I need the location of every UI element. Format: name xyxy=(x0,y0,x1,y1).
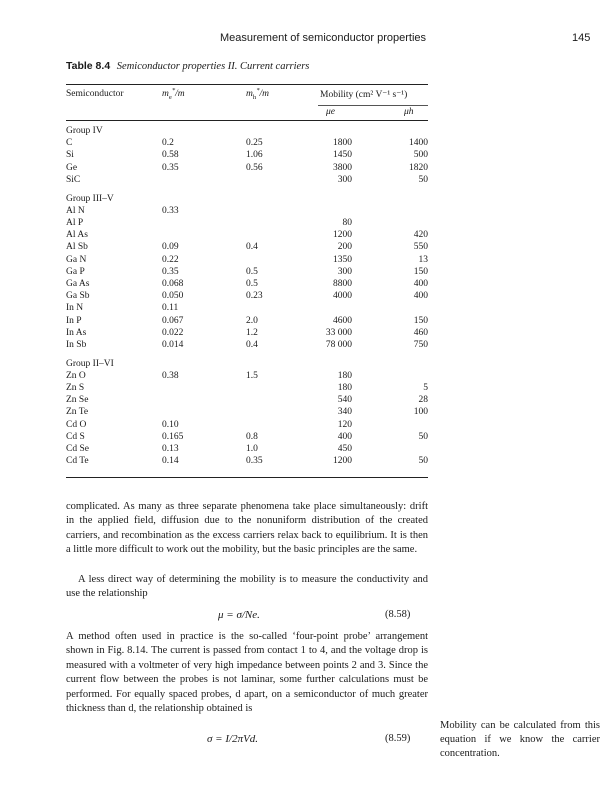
table-cell: 0.014 xyxy=(162,339,184,350)
table-cell: 150 xyxy=(413,315,428,326)
table-row-name: In P xyxy=(66,315,82,326)
table-cell: 5 xyxy=(423,383,428,393)
paragraph-2: A less direct way of determining the mobility is to measure the conductivity and use the relationship xyxy=(66,574,428,600)
table-cell: 120 xyxy=(337,419,352,430)
table-cell: 200 xyxy=(337,242,352,253)
table-row-name: Ga As xyxy=(66,278,90,289)
table-cell: 750 xyxy=(413,339,428,350)
table-cell: 13 xyxy=(418,254,428,265)
table-row-name: Ga N xyxy=(66,254,87,265)
table-caption xyxy=(66,60,309,72)
table-cell: 1.0 xyxy=(246,444,258,454)
table-cell: 0.067 xyxy=(162,315,184,326)
table-row-name: Zn Se xyxy=(66,395,89,406)
table-cell: 0.35 xyxy=(162,266,179,277)
table-cell: 4000 xyxy=(333,291,352,302)
table-title: Semiconductor properties II. Current carriers xyxy=(116,61,310,72)
table-cell: 50 xyxy=(418,456,428,467)
header-me: $m_e^*/m$ xyxy=(162,86,185,101)
table-row-name: Al As xyxy=(66,230,88,241)
table-row-name: Cd S xyxy=(66,431,85,442)
header-mh: $m_h^*/m$ xyxy=(246,86,270,101)
table-cell: 0.38 xyxy=(162,370,179,381)
table-cell: 500 xyxy=(413,150,428,161)
group-heading: Group II–VI xyxy=(66,358,114,369)
table-cell: 0.050 xyxy=(162,291,184,302)
table-cell: 0.11 xyxy=(162,303,179,314)
table-row-name: Zn Te xyxy=(66,407,89,418)
table-cell: 1800 xyxy=(333,138,352,149)
table-row-name: Zn O xyxy=(66,370,86,381)
table-cell: 1.5 xyxy=(246,370,258,381)
table-cell: 0.25 xyxy=(246,138,263,149)
page-number: 145 xyxy=(572,32,591,44)
table-cell: 0.5 xyxy=(246,266,258,277)
table-cell: 300 xyxy=(337,174,352,185)
table-cell: 100 xyxy=(413,407,428,418)
table-cell: 0.35 xyxy=(246,456,263,467)
table-row-name: C xyxy=(66,138,73,149)
table-cell: 28 xyxy=(418,395,428,406)
table-cell: 0.5 xyxy=(246,278,258,289)
table-row-name: Zn S xyxy=(66,383,85,393)
table-cell: 0.22 xyxy=(162,254,179,265)
equation-number-8-58: (8.58) xyxy=(385,609,411,620)
table-cell: 50 xyxy=(418,174,428,185)
table-row-name: Al P xyxy=(66,217,84,228)
table-cell: 540 xyxy=(337,395,352,406)
equation-number-8-59: (8.59) xyxy=(385,733,411,744)
table-row-name: Si xyxy=(66,150,74,161)
table-row-name: Cd Te xyxy=(66,456,89,467)
table-cell: 1200 xyxy=(333,230,352,241)
margin-note: Mobility can be calculated from this equation if we know the carrier concentration. xyxy=(440,720,600,759)
running-head: Measurement of semiconductor properties xyxy=(220,32,427,44)
table-cell: 0.09 xyxy=(162,242,179,253)
table-cell: 0.14 xyxy=(162,456,179,467)
table-row-name: Ge xyxy=(66,162,78,173)
table-row-name: Cd Se xyxy=(66,444,89,454)
table-cell: 1400 xyxy=(409,138,428,149)
table-cell: 1.2 xyxy=(246,327,258,338)
table-cell: 460 xyxy=(413,327,428,338)
table-cell: 0.2 xyxy=(162,138,174,149)
table-cell: 0.10 xyxy=(162,419,179,430)
table-cell: 0.13 xyxy=(162,444,179,454)
table-row-name: Cd O xyxy=(66,419,87,430)
table-rule-head xyxy=(66,120,428,121)
table-cell: 180 xyxy=(337,383,352,393)
table-cell: 0.35 xyxy=(162,162,179,173)
table-cell: 0.33 xyxy=(162,205,179,216)
table-row-name: Al N xyxy=(66,205,85,216)
table-cell: 420 xyxy=(413,230,428,241)
header-mu-e: μe xyxy=(326,107,335,117)
table-cell: 0.8 xyxy=(246,431,258,442)
paragraph-1: complicated. As many as three separate phenomena take place simultaneously: drift in the applied field, diffusion due to the nonuniform distribution of the created carriers, and recombination as the excess carriers relax back to equilibrium. It is then a little more difficult to work out the mobility, but the basic principles are the same. xyxy=(66,501,428,556)
table-cell: 340 xyxy=(337,407,352,418)
table-cell: 80 xyxy=(342,217,352,228)
table-cell: 400 xyxy=(413,278,428,289)
table-cell: 33 000 xyxy=(325,327,352,338)
paragraph-3: A method often used in practice is the so-called ‘four-point probe’ arrangement shown in Fig. 8.14. The current is passed from contact 1 to 4, and the voltage drop is measured with a voltmeter of very high impedance between points 2 and 3. Since the current flow between the probes is not laminar, some further calculations must be performed. For equally spaced probes, d apart, on a semiconductor of much greater thickness than d, the relationship obtained is xyxy=(66,631,428,715)
header-semiconductor: Semiconductor xyxy=(66,89,124,99)
group-heading: Group III–V xyxy=(66,193,114,204)
table-cell: 0.068 xyxy=(162,278,184,289)
table-cell: 180 xyxy=(337,370,352,381)
mobility-subrule xyxy=(318,105,428,106)
header-mobility: Mobility (cm² V⁻¹ s⁻¹) xyxy=(320,90,408,100)
table-cell: 0.23 xyxy=(246,291,263,302)
group-heading: Group IV xyxy=(66,126,103,136)
table-cell: 450 xyxy=(337,444,352,454)
header-mu-h: μh xyxy=(404,107,414,117)
table-row-name: SiC xyxy=(66,174,81,185)
table-cell: 150 xyxy=(413,266,428,277)
equation-8-58: μ = σ/Ne. xyxy=(218,609,260,621)
table-row-name: Ga P xyxy=(66,266,85,277)
table-cell: 2.0 xyxy=(246,315,258,326)
table-cell: 50 xyxy=(418,431,428,442)
table-row-name: In As xyxy=(66,327,87,338)
table-cell: 1.06 xyxy=(246,150,263,161)
table-rule-bottom xyxy=(66,477,428,478)
table-cell: 300 xyxy=(337,266,352,277)
table-cell: 0.56 xyxy=(246,162,263,173)
table-rule-top xyxy=(66,84,428,85)
table-cell: 8800 xyxy=(333,278,352,289)
table-row-name: In N xyxy=(66,303,84,314)
table-cell: 1200 xyxy=(333,456,352,467)
equation-8-59: σ = I/2πVd. xyxy=(207,733,259,745)
table-cell: 0.58 xyxy=(162,150,179,161)
table-cell: 78 000 xyxy=(325,339,352,350)
table-cell: 3800 xyxy=(333,162,352,173)
table-cell: 1820 xyxy=(409,162,428,173)
table-cell: 0.4 xyxy=(246,242,258,253)
table-label: Table 8.4 xyxy=(66,60,111,72)
table-cell: 0.165 xyxy=(162,431,184,442)
table-cell: 1350 xyxy=(333,254,352,265)
table-cell: 400 xyxy=(337,431,352,442)
table-cell: 550 xyxy=(413,242,428,253)
table-row-name: Al Sb xyxy=(66,242,88,253)
table-cell: 4600 xyxy=(333,315,352,326)
table-cell: 1450 xyxy=(333,150,352,161)
table-row-name: In Sb xyxy=(66,339,87,350)
table-cell: 0.022 xyxy=(162,327,184,338)
table-cell: 0.4 xyxy=(246,339,258,350)
table-row-name: Ga Sb xyxy=(66,291,90,302)
table-cell: 400 xyxy=(413,291,428,302)
